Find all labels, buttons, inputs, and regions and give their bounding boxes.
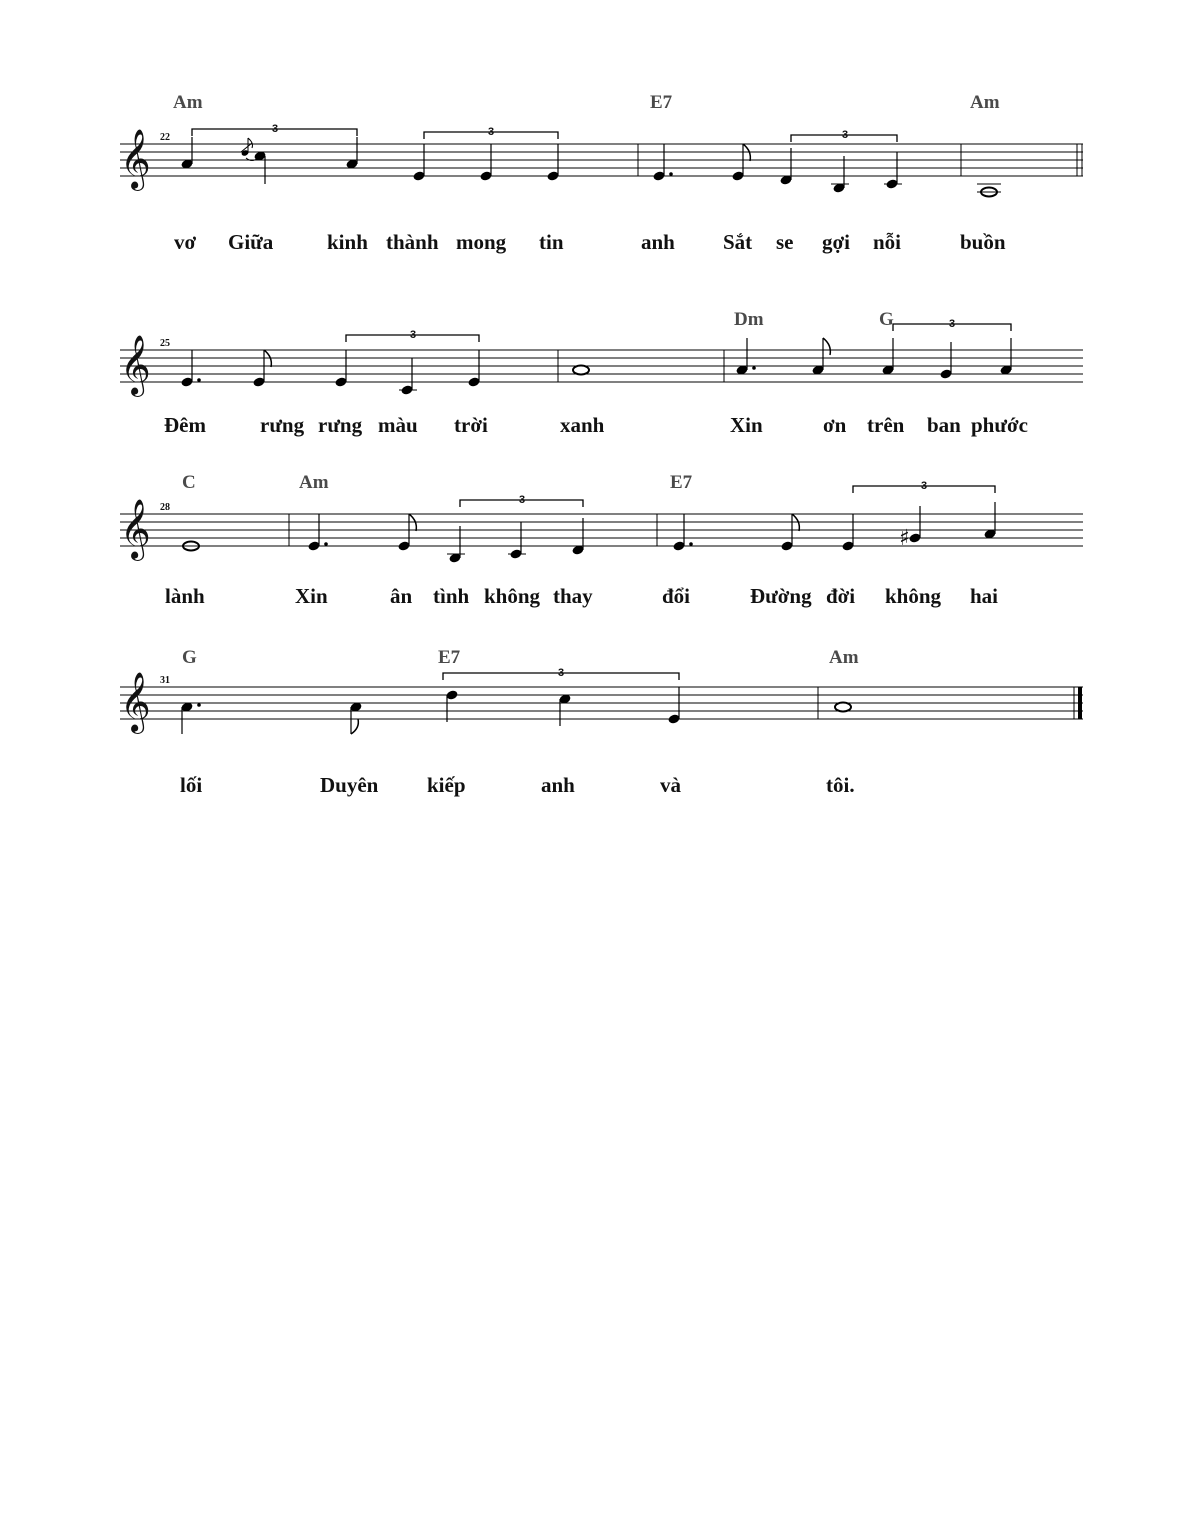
eighth-note	[349, 701, 362, 734]
svg-text:3: 3	[487, 126, 495, 138]
dotted-note	[735, 338, 755, 376]
note	[884, 152, 902, 190]
note	[479, 144, 492, 182]
staff-lines	[120, 514, 1083, 546]
lyric-syllable: màu	[378, 413, 418, 437]
tuplet-bracket	[460, 494, 583, 507]
lyric-syllable: kinh	[327, 230, 368, 254]
system-4	[120, 647, 1083, 797]
svg-text:3: 3	[948, 318, 956, 330]
lyric-syllable: trên	[867, 413, 905, 437]
sharp-icon: ♯	[899, 526, 910, 551]
system-1	[120, 92, 1083, 254]
eighth-note	[811, 338, 830, 376]
note	[908, 506, 921, 544]
measure-number: 22	[160, 132, 170, 143]
chord-symbol: G	[879, 309, 894, 330]
note	[447, 526, 465, 564]
note	[841, 514, 854, 552]
staff-lines	[120, 687, 1083, 719]
chord-symbol: Am	[970, 92, 1000, 113]
note	[667, 687, 680, 725]
lyric-syllable: không	[484, 584, 541, 608]
lyric-syllable: tôi.	[826, 773, 855, 797]
lyric-syllable: anh	[641, 230, 675, 254]
note	[571, 518, 584, 556]
note	[412, 144, 425, 182]
chord-symbol: Am	[299, 472, 329, 493]
treble-clef-icon: 𝄞	[120, 129, 151, 189]
lyric-syllable: Sắt	[723, 230, 753, 254]
lyric-syllable: nỗi	[873, 230, 902, 254]
chord-symbol: E7	[650, 92, 673, 113]
lyric-syllable: đổi	[662, 584, 691, 608]
lyric-syllable: kiếp	[427, 773, 466, 797]
chord-symbol: Am	[829, 647, 859, 668]
lyric-syllable: Đường	[750, 584, 812, 608]
tuplet-bracket	[192, 123, 357, 136]
svg-text:3: 3	[841, 129, 849, 141]
measure-number: 28	[160, 502, 170, 513]
lyric-syllable: se	[776, 230, 794, 254]
treble-clef-icon: 𝄞	[120, 499, 151, 559]
lyric-syllable: vơ	[174, 230, 197, 254]
lyric-syllable: Đêm	[164, 413, 206, 437]
note	[467, 350, 480, 388]
lyric-syllable: hai	[970, 584, 999, 608]
chord-symbol: Dm	[734, 309, 764, 330]
note	[445, 689, 458, 722]
lyric-syllable: trời	[454, 413, 488, 437]
note	[831, 156, 849, 194]
tuplet-bracket	[893, 318, 1011, 331]
lyric-syllable: tình	[433, 584, 470, 608]
tuplet-bracket	[853, 480, 995, 493]
chord-symbol: E7	[438, 647, 461, 668]
svg-text:3: 3	[409, 329, 417, 341]
note	[546, 144, 559, 182]
measure-number: 25	[160, 338, 170, 349]
note	[983, 502, 996, 540]
note	[334, 350, 347, 388]
lyric-syllable: ơn	[823, 413, 847, 437]
note	[558, 693, 571, 726]
lyric-syllable: không	[885, 584, 942, 608]
lyric-syllable: ân	[390, 584, 413, 608]
lyric-syllable: rưng	[318, 413, 363, 437]
lyric-syllable: Xin	[295, 584, 328, 608]
tuplet-bracket	[346, 329, 479, 342]
note	[779, 148, 792, 186]
note	[939, 342, 952, 380]
svg-text:3: 3	[271, 123, 279, 135]
note	[881, 338, 894, 376]
lyric-syllable: đời	[826, 584, 856, 608]
lyric-syllable: lành	[165, 584, 205, 608]
svg-text:3: 3	[557, 667, 565, 679]
lyric-syllable: buồn	[960, 230, 1006, 254]
chord-symbol: G	[182, 647, 197, 668]
note	[180, 137, 193, 170]
system-3	[120, 472, 1083, 608]
measure-number: 31	[160, 675, 170, 686]
svg-text:3: 3	[518, 494, 526, 506]
lyric-syllable: tin	[539, 230, 564, 254]
lyric-syllable: mong	[456, 230, 507, 254]
tuplet-bracket	[424, 126, 558, 139]
lyric-syllable: xanh	[560, 413, 605, 437]
dotted-note	[180, 701, 200, 734]
chord-symbol: Am	[173, 92, 203, 113]
whole-note	[573, 366, 589, 375]
lyric-syllable: anh	[541, 773, 575, 797]
lyric-syllable: gợi	[822, 230, 850, 254]
lyric-syllable: thành	[386, 230, 439, 254]
system-2	[120, 309, 1083, 437]
treble-clef-icon: 𝄞	[120, 335, 151, 395]
note	[345, 137, 358, 170]
chord-symbol: E7	[670, 472, 693, 493]
lyric-syllable: ban	[927, 413, 961, 437]
tuplet-bracket	[443, 667, 679, 680]
whole-note	[835, 703, 851, 712]
note	[253, 150, 266, 184]
lyric-syllable: thay	[553, 584, 593, 608]
lyric-syllable: Giữa	[228, 230, 274, 254]
note	[399, 358, 417, 396]
note	[999, 338, 1012, 376]
lyric-syllable: Duyên	[320, 773, 379, 797]
chord-symbol: C	[182, 472, 196, 493]
lyric-syllable: Xin	[730, 413, 763, 437]
lyric-syllable: rưng	[260, 413, 305, 437]
svg-text:3: 3	[920, 480, 928, 492]
treble-clef-icon: 𝄞	[120, 672, 151, 732]
lyric-syllable: lối	[180, 773, 203, 797]
lyric-syllable: và	[660, 773, 681, 797]
tuplet-bracket	[791, 129, 897, 142]
lyric-syllable: phước	[971, 413, 1028, 437]
note	[508, 522, 526, 560]
whole-note	[977, 184, 1001, 197]
